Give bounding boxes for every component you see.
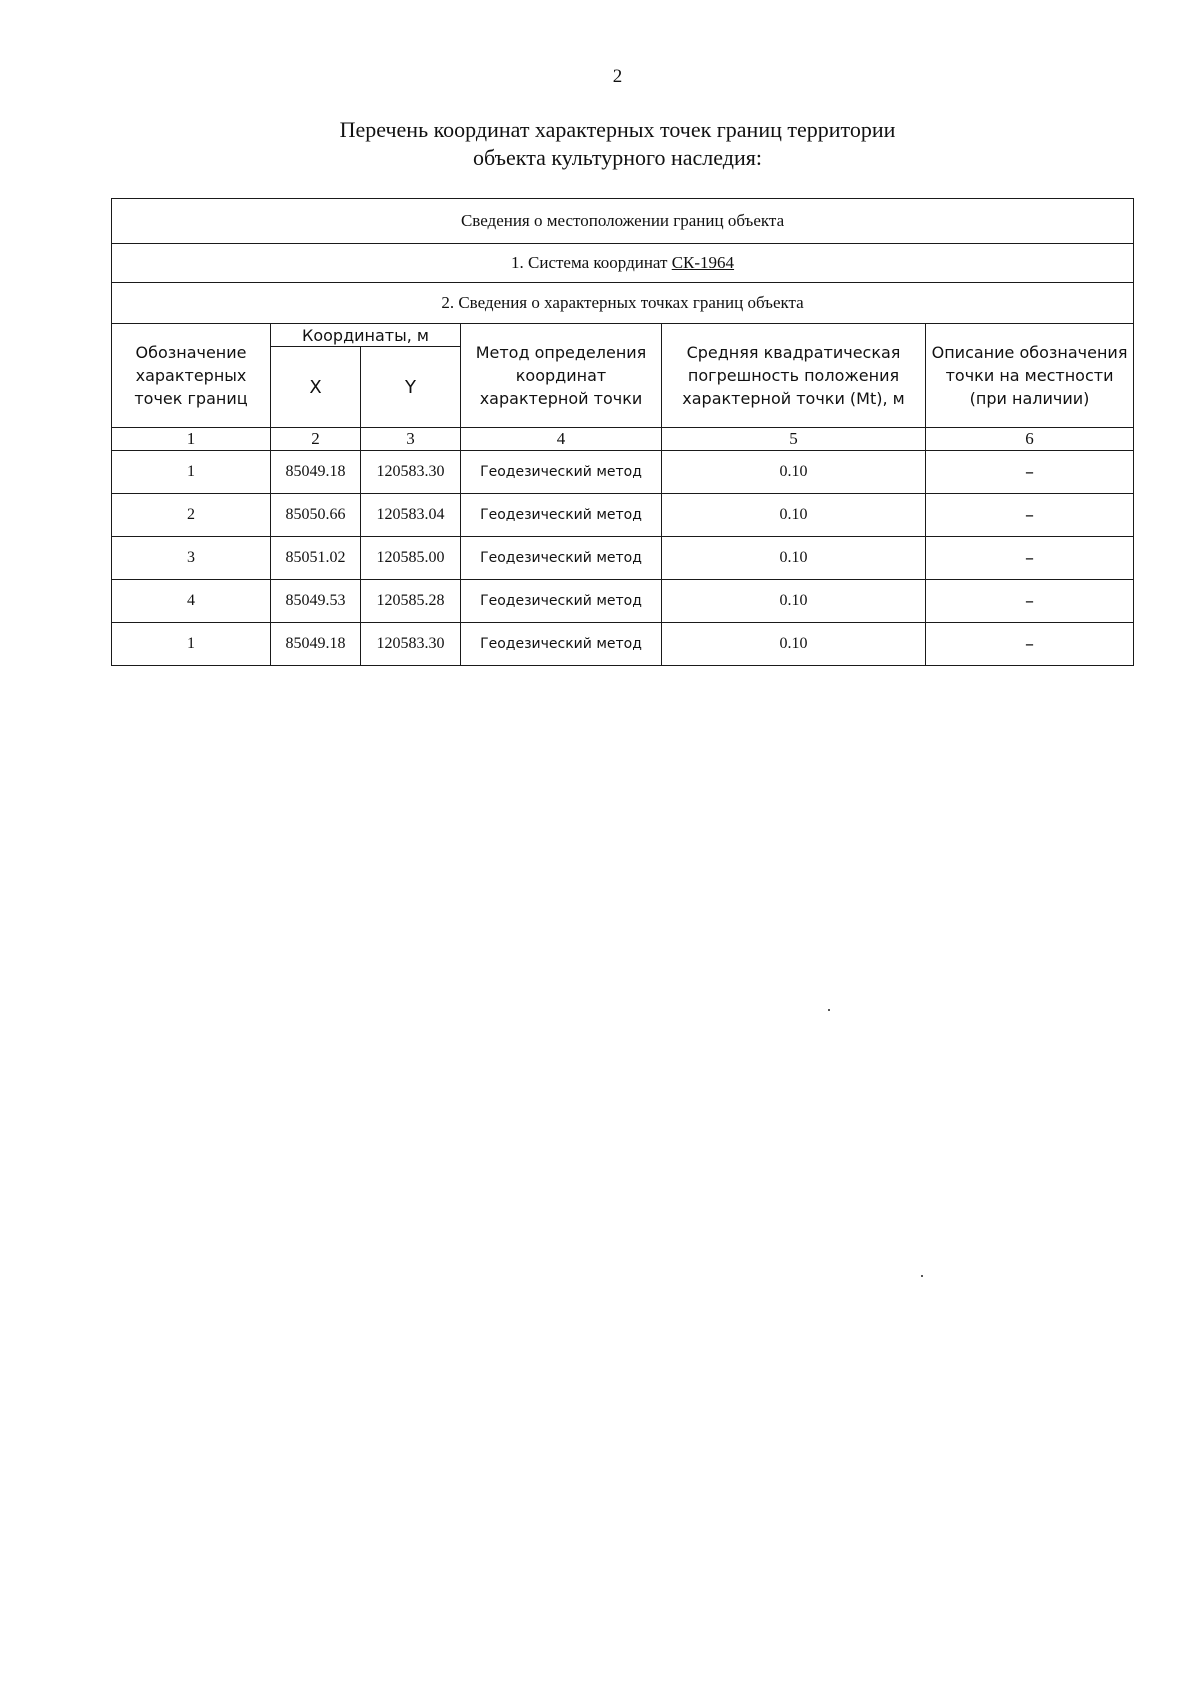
column-number: 4 — [461, 428, 662, 451]
header-description: Описание обозначения точки на местности (при наличии) — [926, 324, 1134, 428]
header-coordinates: Координаты, м — [271, 324, 461, 347]
document-title-line-1: Перечень координат характерных точек границ территории — [339, 117, 896, 142]
document-title-line-2: объекта культурного наследия: — [473, 145, 762, 170]
error-value: 0.10 — [662, 623, 926, 666]
page-number: 2 — [612, 66, 623, 87]
document-title — [0, 116, 1200, 172]
coordinate-y: 120585.00 — [361, 537, 461, 580]
object-location-header: Сведения о местоположении границ объекта — [112, 199, 1134, 244]
description-value: – — [926, 451, 1134, 494]
scan-speck — [921, 1275, 923, 1277]
coordinate-x: 85049.18 — [271, 451, 361, 494]
coordinate-system-row — [112, 244, 1134, 283]
coordinate-x: 85050.66 — [271, 494, 361, 537]
boundary-points-info: 2. Сведения о характерных точках границ объекта — [112, 283, 1134, 324]
point-designation: 1 — [112, 623, 271, 666]
header-row-1 — [112, 324, 1134, 347]
column-number: 1 — [112, 428, 271, 451]
method-cell: Геодезический метод — [461, 537, 662, 580]
header-designation: Обозначение характерных точек границ — [112, 324, 271, 428]
coordinate-y: 120585.28 — [361, 580, 461, 623]
table-row — [112, 451, 1134, 494]
description-value: – — [926, 494, 1134, 537]
header-method: Метод определения координат характерной точки — [461, 324, 662, 428]
column-number: 2 — [271, 428, 361, 451]
column-numbers-row — [112, 428, 1134, 451]
description-value: – — [926, 580, 1134, 623]
coordinate-y: 120583.30 — [361, 451, 461, 494]
header-error-text: Средняя квадратическая погрешность положения характерной точки (Mt), м — [682, 343, 905, 408]
point-designation: 1 — [112, 451, 271, 494]
method-cell: Геодезический метод — [461, 451, 662, 494]
description-value: – — [926, 623, 1134, 666]
scan-speck — [828, 1009, 830, 1011]
coordinate-system-label: 1. Система координат — [511, 253, 672, 272]
coordinate-x: 85051.02 — [271, 537, 361, 580]
point-designation: 3 — [112, 537, 271, 580]
coordinate-system-value: СК-1964 — [671, 253, 735, 272]
header-error — [662, 324, 926, 428]
table-row — [112, 537, 1134, 580]
table-row — [112, 580, 1134, 623]
coordinates-table — [111, 198, 1134, 666]
error-value: 0.10 — [662, 580, 926, 623]
coordinate-x: 85049.53 — [271, 580, 361, 623]
header-y: Y — [361, 347, 461, 428]
point-designation: 4 — [112, 580, 271, 623]
point-designation: 2 — [112, 494, 271, 537]
error-value: 0.10 — [662, 537, 926, 580]
method-cell: Геодезический метод — [461, 580, 662, 623]
coordinate-system-cell — [112, 244, 1134, 283]
column-number: 6 — [926, 428, 1134, 451]
description-value: – — [926, 537, 1134, 580]
method-cell: Геодезический метод — [461, 623, 662, 666]
coordinate-y: 120583.30 — [361, 623, 461, 666]
error-value: 0.10 — [662, 451, 926, 494]
coordinate-x: 85049.18 — [271, 623, 361, 666]
object-location-row — [112, 199, 1134, 244]
boundary-points-row — [112, 283, 1134, 324]
table-row — [112, 494, 1134, 537]
error-value: 0.10 — [662, 494, 926, 537]
table-row — [112, 623, 1134, 666]
column-number: 5 — [662, 428, 926, 451]
coordinate-y: 120583.04 — [361, 494, 461, 537]
header-x: X — [271, 347, 361, 428]
column-number: 3 — [361, 428, 461, 451]
method-cell: Геодезический метод — [461, 494, 662, 537]
